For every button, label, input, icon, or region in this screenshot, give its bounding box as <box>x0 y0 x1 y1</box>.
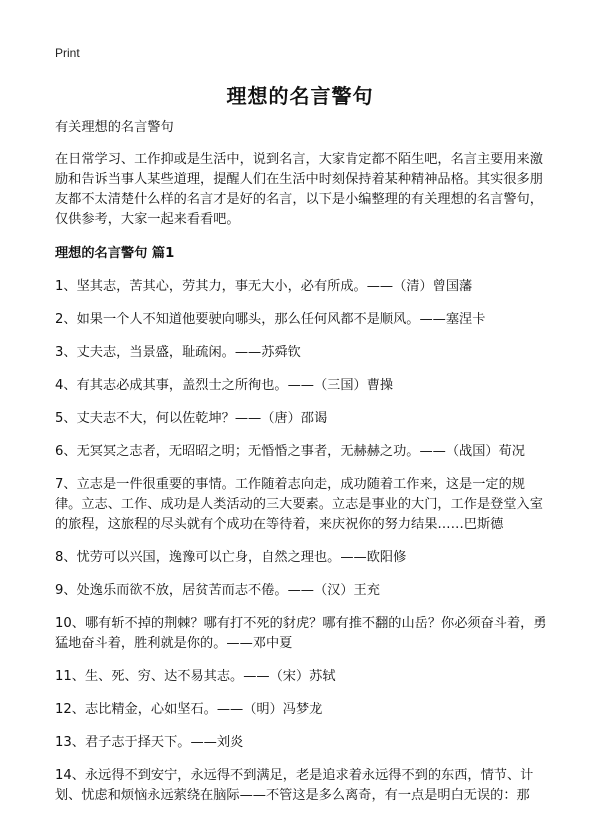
quote-item: 6、无冥冥之志者，无昭昭之明；无惛惛之事者，无赫赫之功。——（战国）荀况 <box>55 444 525 459</box>
quote-item: 10、哪有斩不掉的荆棘？哪有打不死的豺虎？哪有推不翻的山岳？你必须奋斗着，勇猛地奋斗着，胜利就是你的。——邓中夏 <box>55 616 547 651</box>
quote-item: 9、处逸乐而欲不放，居贫苦而志不倦。——（汉）王充 <box>55 583 380 598</box>
article-body <box>55 118 550 819</box>
quote-item: 13、君子志于择天下。——刘炎 <box>55 735 244 750</box>
quote-item: 8、忧劳可以兴国，逸豫可以亡身，自然之理也。——欧阳修 <box>55 550 407 565</box>
print-link[interactable]: Print <box>55 46 80 60</box>
page-title: 理想的名言警句 <box>226 84 374 108</box>
quote-list <box>55 277 550 806</box>
quote-item: 4、有其志必成其事，盖烈士之所徇也。——（三国）曹操 <box>55 378 394 393</box>
quote-item: 5、丈夫志不大，何以佐乾坤？——（唐）邵谒 <box>55 411 328 426</box>
section-heading: 理想的名言警句 篇1 <box>55 246 175 261</box>
article-subtitle: 有关理想的名言警句 <box>55 120 174 135</box>
quote-item: 14、永远得不到安宁，永远得不到满足，老是追求着永远得不到的东西，情节、计划、忧虑和烦恼永远萦绕在脑际——不管这是多么离奇，有一点是明白无误的：那 <box>55 768 534 803</box>
quote-item: 11、生、死、穷、达不易其志。——（宋）苏轼 <box>55 669 336 684</box>
quote-item: 3、丈夫志，当景盛，耻疏闲。——苏舜钦 <box>55 345 301 360</box>
quote-item: 2、如果一个人不知道他要驶向哪头，那么任何风都不是顺风。——塞涅卡 <box>55 312 486 327</box>
intro-paragraph: 在日常学习、工作抑或是生活中，说到名言，大家肯定都不陌生吧，名言主要用来激励和告诉当事人某些道理，提醒人们在生活中时刻保持着某种精神品格。其实很多朋友都不太清楚什么样的名言才是好的名言，以下是小编整理的有关理想的名言警句，仅供参考，大家一起来看看吧。 <box>55 152 543 227</box>
quote-item: 1、坚其志，苦其心，劳其力，事无大小，必有所成。——（清）曾国藩 <box>55 279 473 294</box>
quote-item: 7、立志是一件很重要的事情。工作随着志向走，成功随着工作来，这是一定的规律。立志、工作、成功是人类活动的三大要素。立志是事业的大门，工作是登堂入室的旅程，这旅程的尽头就有个成功在等待着，来庆祝你的努力结果……巴斯德 <box>55 477 543 532</box>
quote-item: 12、志比精金，心如坚石。——（明）冯梦龙 <box>55 702 323 717</box>
